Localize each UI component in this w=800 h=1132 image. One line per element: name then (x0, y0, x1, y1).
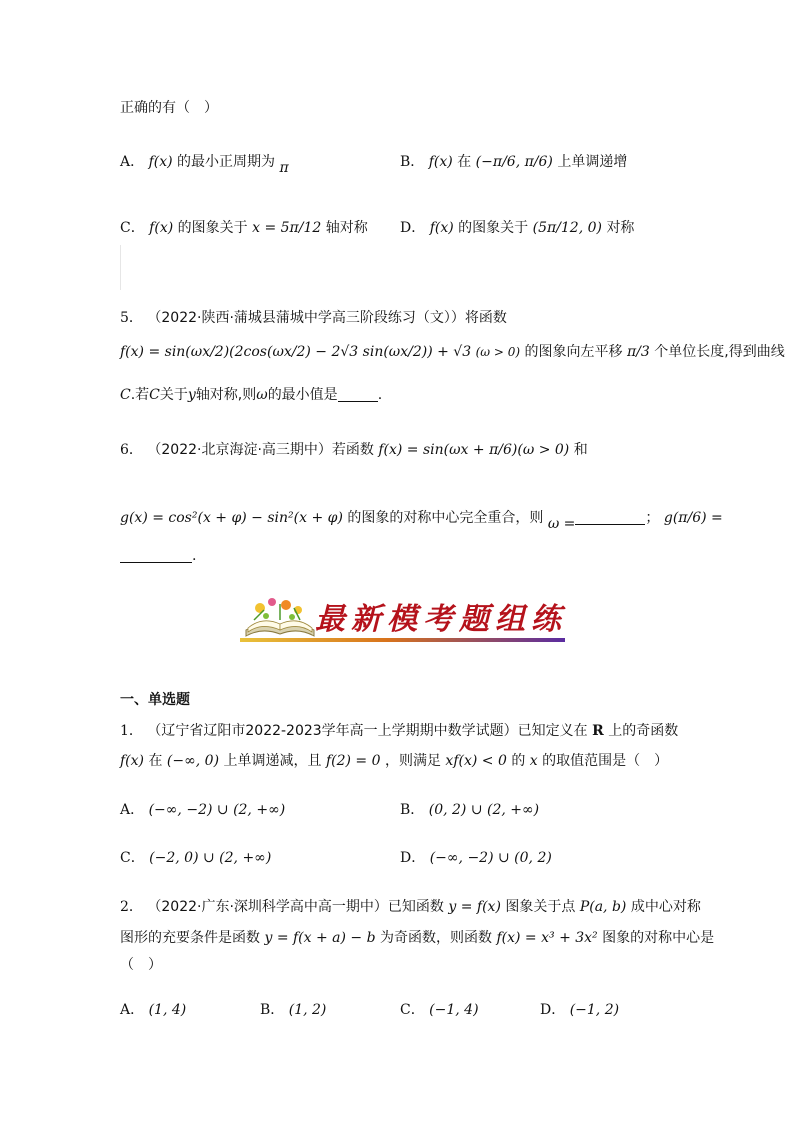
option-text: 在 (457, 154, 472, 170)
math-ineq: xf(x) < 0 (445, 753, 507, 769)
math-expr: f(x) (149, 220, 174, 236)
math-expr: y = f(x + a) − b (264, 930, 376, 946)
math-set-r: R (592, 723, 604, 739)
math-interval: (−π/6, π/6) (475, 154, 553, 170)
prev-option-d (400, 218, 634, 238)
option-label: C． (400, 1002, 425, 1018)
math-shift: π/3 (626, 344, 650, 360)
q6-line1 (120, 440, 588, 460)
option-text: 的图象关于 (458, 220, 529, 236)
option-label: B． (260, 1002, 285, 1018)
option-value: (1, 4) (148, 1002, 187, 1018)
math-formula: g(x) = cos²(x + φ) − sin²(x + φ) (120, 510, 343, 526)
math-var: C (120, 387, 131, 403)
question-number: 2． (120, 899, 143, 915)
option-value: (−1, 2) (569, 1002, 620, 1018)
math-omega: ω = (547, 516, 576, 532)
option-value: (−2, 0) ∪ (2, +∞) (149, 850, 272, 866)
question-text: 的取值范围是（ ） (542, 753, 669, 769)
option-label: D． (400, 850, 426, 866)
math-interval: (−∞, 0) (166, 753, 220, 769)
banner-underline (240, 638, 565, 642)
math-var: ω (256, 387, 268, 403)
prev-question-intro (120, 98, 218, 118)
option-value: (−∞, −2) ∪ (2, +∞) (148, 802, 286, 818)
prev-option-b (400, 152, 627, 172)
q5-line2 (120, 342, 785, 362)
question-text: 和 (573, 442, 588, 458)
q1-option-c (120, 848, 271, 868)
math-var: x (529, 753, 538, 769)
option-label: B． (400, 802, 425, 818)
q2-option-b (260, 1000, 326, 1020)
option-label: A． (120, 154, 145, 170)
question-text: 关于 (159, 387, 188, 403)
question-source: （2022·陕西·蒲城县蒲城中学高三阶段练习（文））将函数 (147, 310, 507, 326)
math-expr: y = f(x) (448, 899, 501, 915)
question-text: 轴对称,则 (195, 387, 257, 403)
question-number: 5． (120, 310, 143, 326)
option-text: 上单调递增 (557, 154, 628, 170)
q1-option-d (400, 848, 552, 868)
question-text: （ ） (120, 957, 162, 973)
question-text: 的 (511, 753, 526, 769)
question-text: 的图象向左平移 (524, 344, 623, 360)
question-text: .若 (130, 387, 150, 403)
section-heading-text: 一、单选题 (120, 692, 190, 708)
math-pi: π (279, 160, 289, 176)
math-formula: f(x) = sin(ωx/2)(2cos(ωx/2) − 2√3 sin(ωx/2)) + √3 (120, 344, 472, 360)
q2-option-c (400, 1000, 479, 1020)
option-text: 的最小正周期为 (177, 154, 276, 170)
question-text: 成中心对称 (630, 899, 701, 915)
q6-line3 (120, 546, 196, 566)
q6-line2 (120, 508, 723, 532)
option-label: D． (540, 1002, 566, 1018)
q1-line2 (120, 751, 668, 771)
option-value: (−∞, −2) ∪ (0, 2) (429, 850, 552, 866)
option-text: 对称 (606, 220, 635, 236)
option-text: 轴对称 (325, 220, 368, 236)
math-cond: f(2) = 0 (325, 753, 381, 769)
question-text: 图象关于点 (505, 899, 576, 915)
option-value: (1, 2) (288, 1002, 327, 1018)
question-text: 图象的对称中心是 (602, 930, 715, 946)
q1-option-a (120, 800, 285, 820)
math-condition: (ω > 0) (475, 345, 521, 359)
question-source: （2022·广东·深圳科学高中高一期中）已知函数 (147, 899, 444, 915)
prev-option-c (120, 218, 368, 238)
question-number: 6． (120, 442, 143, 458)
q2-option-a (120, 1000, 186, 1020)
question-text: 的最小值是 (267, 387, 338, 403)
section-banner (240, 590, 570, 648)
option-label: B． (400, 154, 425, 170)
option-value: (0, 2) ∪ (2, +∞) (428, 802, 540, 818)
prev-option-a (120, 152, 289, 176)
math-point: (5π/12, 0) (532, 220, 602, 236)
question-text: 图形的充要条件是函数 (120, 930, 260, 946)
math-var: y (187, 387, 196, 403)
option-label: D． (400, 220, 426, 236)
question-text: 个单位长度,得到曲线 (654, 344, 785, 360)
question-text: 上单调递减，且 (223, 753, 322, 769)
open-book-flowers-icon (240, 590, 320, 640)
option-value: (−1, 4) (429, 1002, 479, 1018)
q2-line3 (120, 955, 162, 975)
q5-line1 (120, 308, 507, 328)
question-source: （辽宁省辽阳市2022-2023学年高一上学期期中数学试题）已知定义在 (147, 723, 588, 739)
question-end: . (377, 387, 383, 403)
question-text: 的图象的对称中心完全重合，则 (347, 510, 544, 526)
question-text: 为奇函数，则函数 (380, 930, 493, 946)
option-label: A． (120, 802, 145, 818)
math-expr: f(x) (429, 220, 454, 236)
q5-line3 (120, 385, 382, 405)
section-heading (120, 690, 190, 710)
q2-line1 (120, 897, 701, 917)
intro-text: 正确的有（ ） (120, 100, 218, 116)
q1-option-b (400, 800, 539, 820)
banner-title: 最新模考题组练 (315, 602, 567, 637)
question-text: 上的奇函数 (608, 723, 679, 739)
answer-blank (120, 548, 192, 563)
q2-option-d (540, 1000, 619, 1020)
option-label: C． (120, 850, 145, 866)
math-expr: f(x) (120, 753, 145, 769)
option-label: A． (120, 1002, 145, 1018)
q1-line1 (120, 721, 678, 741)
q2-line2 (120, 928, 714, 948)
math-formula: f(x) = sin(ωx + π/6)(ω > 0) (378, 442, 570, 458)
math-eq: x = 5π/12 (252, 220, 322, 236)
question-end: . (192, 548, 197, 564)
question-number: 1． (120, 723, 143, 739)
math-point: P(a, b) (579, 899, 627, 915)
math-expr: f(x) = x³ + 3x² (496, 930, 598, 946)
math-g-eval: g(π/6) = (663, 510, 723, 526)
math-var: C (149, 387, 160, 403)
answer-blank (575, 510, 645, 525)
question-text: 在 (148, 753, 163, 769)
question-text: ； (645, 510, 660, 526)
option-label: C． (120, 220, 145, 236)
margin-mark (120, 245, 121, 290)
question-source: （2022·北京海淀·高三期中）若函数 (147, 442, 374, 458)
math-expr: f(x) (148, 154, 173, 170)
option-text: 的图象关于 (177, 220, 248, 236)
question-text: ，则满足 (384, 753, 441, 769)
math-expr: f(x) (428, 154, 453, 170)
answer-blank (338, 387, 378, 402)
